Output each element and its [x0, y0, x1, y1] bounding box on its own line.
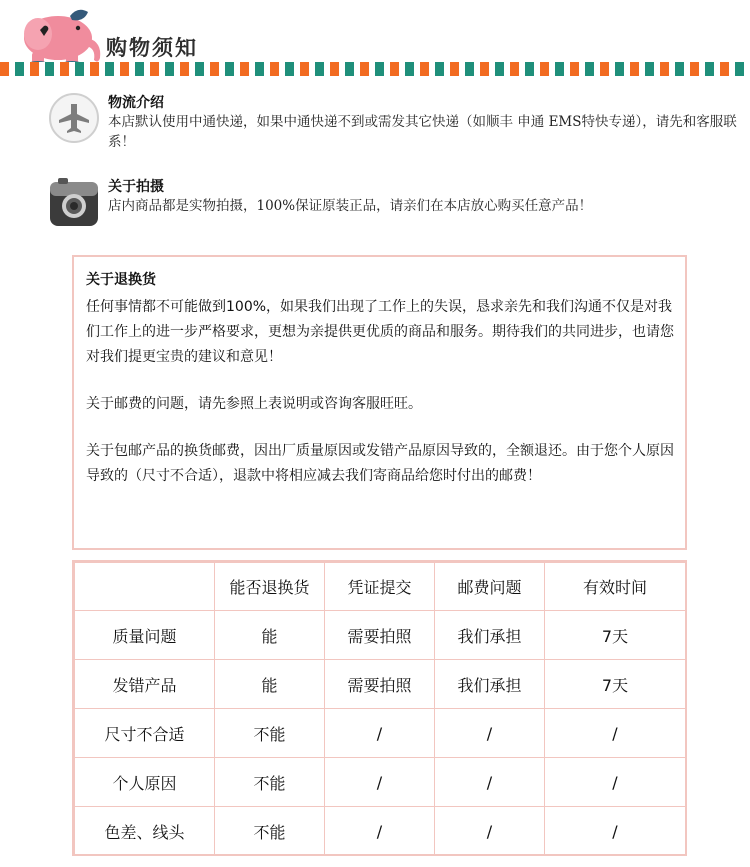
table-cell: /	[325, 709, 435, 758]
table-cell: /	[545, 709, 686, 758]
table-cell: 7天	[545, 611, 686, 660]
header-title: 购物须知	[106, 35, 198, 60]
airplane-icon	[48, 92, 100, 144]
table-row	[75, 709, 686, 758]
table-cell: /	[325, 758, 435, 807]
table-cell: /	[435, 758, 545, 807]
table-cell: 我们承担	[435, 660, 545, 709]
table-cell: /	[435, 709, 545, 758]
table-cell: 个人原因	[75, 758, 215, 807]
table-row	[75, 660, 686, 709]
table-cell: 需要拍照	[325, 611, 435, 660]
table-cell: 需要拍照	[325, 660, 435, 709]
page-header	[0, 0, 750, 78]
return-policy-table	[72, 560, 687, 856]
shipping-info-section	[48, 92, 738, 152]
table-header-row	[75, 563, 686, 611]
table-cell: /	[545, 807, 686, 856]
table-cell: 7天	[545, 660, 686, 709]
table-row	[75, 611, 686, 660]
table-row	[75, 758, 686, 807]
return-policy-box	[72, 255, 687, 550]
shipping-info-title: 物流介绍	[108, 95, 164, 111]
table-cell: 不能	[215, 807, 325, 856]
table-cell: /	[435, 807, 545, 856]
table-row	[75, 807, 686, 856]
table-header-cell: 有效时间	[545, 563, 686, 611]
shipping-info-text: 本店默认使用中通快递，如果中通快递不到或需发其它快递（如顺丰 申通 EMS特快专递），请先和客服联系！	[108, 114, 737, 150]
table-cell: 能	[215, 611, 325, 660]
table-cell: /	[325, 807, 435, 856]
return-policy-paragraph: 任何事情都不可能做到100%，如果我们出现了工作上的失误，恳求亲先和我们沟通不仅是对我们工作上的进一步严格要求，更想为亲提供更优质的商品和服务。期待我们的共同进步，也请您对我们提更宝贵的建议和意见！	[86, 299, 674, 365]
elephant-logo-icon	[10, 4, 105, 68]
photo-info-title: 关于拍摄	[108, 179, 164, 195]
table-header-cell: 能否退换货	[215, 563, 325, 611]
camera-icon	[48, 176, 100, 228]
photo-info-text: 店内商品都是实物拍摄，100%保证原装正品，请亲们在本店放心购买任意产品！	[108, 198, 593, 214]
table-cell: /	[545, 758, 686, 807]
table-cell: 不能	[215, 758, 325, 807]
table-cell: 发错产品	[75, 660, 215, 709]
table-header-cell: 凭证提交	[325, 563, 435, 611]
table-cell: 不能	[215, 709, 325, 758]
return-policy-title: 关于退换货	[86, 272, 156, 288]
return-policy-paragraph: 关于邮费的问题，请先参照上表说明或咨询客服旺旺。	[86, 396, 422, 412]
header-stripe	[0, 62, 750, 76]
table-header-cell	[75, 563, 215, 611]
table-cell: 能	[215, 660, 325, 709]
photo-info-section	[48, 176, 738, 236]
return-policy-paragraph: 关于包邮产品的换货邮费，因出厂质量原因或发错产品原因导致的，全额退还。由于您个人原因导致的（尺寸不合适），退款中将相应减去我们寄商品给您时付出的邮费！	[86, 443, 674, 484]
table-header-cell: 邮费问题	[435, 563, 545, 611]
table-cell: 色差、线头	[75, 807, 215, 856]
table-cell: 质量问题	[75, 611, 215, 660]
table-cell: 我们承担	[435, 611, 545, 660]
table-cell: 尺寸不合适	[75, 709, 215, 758]
